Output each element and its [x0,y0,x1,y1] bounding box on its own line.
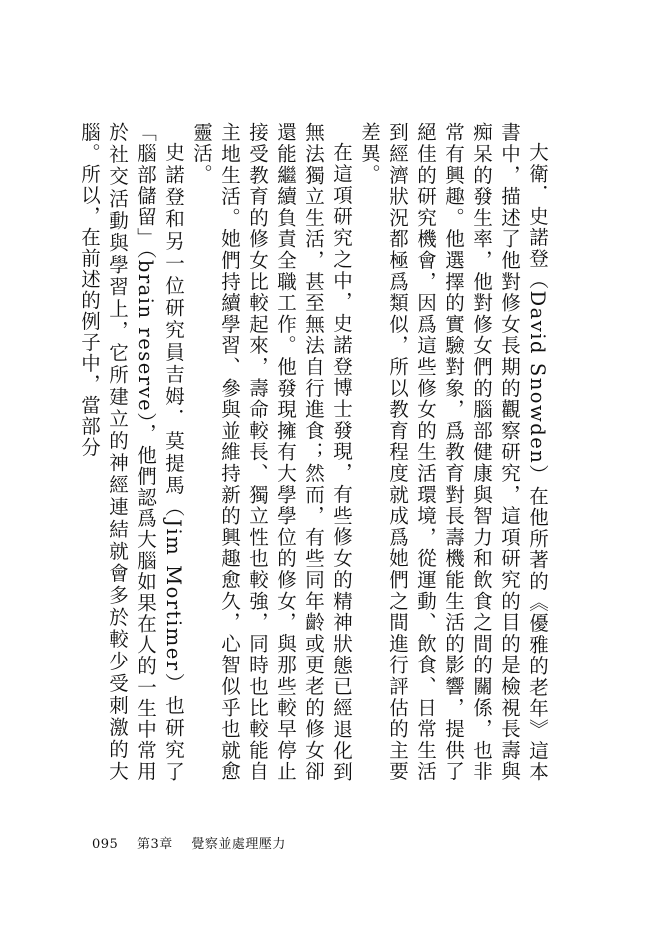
chapter-title: 覺察並處理壓力 [191,837,286,852]
chapter-label: 第3章 [136,837,173,852]
page-footer [92,833,286,852]
paragraph-2: 在這項研究之中，史諾登博士發現，有些修女的精神狀態已經退化到無法獨立生活，甚至無法自行進食；然而，有些同年齡或更老的修女卻還能繼續負責全職工作。他發現擁有大學學位的修女，與那些較早停止接受教育的修女比較起來，壽命較長、獨立性也較強，同時也比較能自主地生活。她們持續學習、參與並維持新的興趣愈久，心智似乎也就愈靈活。 [190,122,353,782]
paragraph-3: 史諾登和另一位研究員吉姆．莫提馬（Jim Mortimer）也研究了「腦部儲留」（brain reserve），他們認爲大腦如果在人的一生中常用於社交活動與學習上，它所建立的神經連結就會多於較少受刺激的大腦。所以，在前述的例子中，當部分 [78,122,185,782]
paragraph-1: 大衛．史諾登（David Snowden）在他所著的《優雅的老年》這本書中，描述了他對修女長期的觀察研究，這項研究的目的是檢視長壽與痴呆的發生率，他對修女們的腦部健康與智力和飲食之間的關係，也非常有興趣。他選擇的實驗對象，爲教育對長壽機能生活的影響，提供了絕佳的研究機會，因爲這些修女的生活環境，從運動、飲食、日常生活到經濟狀況都極爲類似，所以教育程度就成爲她們之間進行評估的主要差異。 [358,122,549,782]
vertical-body-text [78,122,551,782]
page-number: 095 [92,837,119,852]
